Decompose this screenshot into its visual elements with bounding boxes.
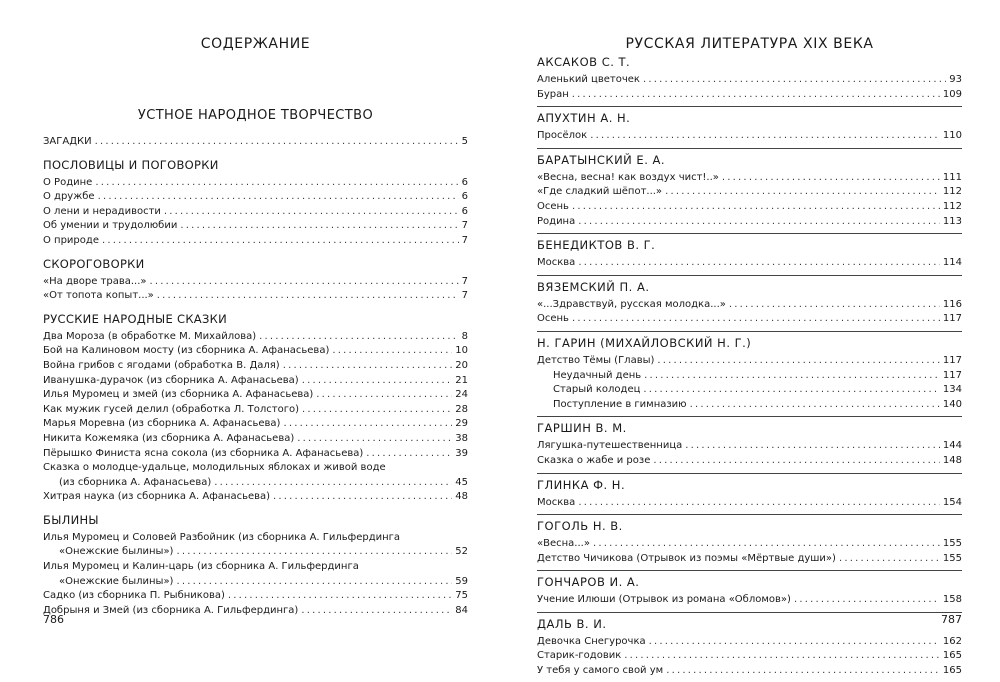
dot-leader: [643, 73, 946, 88]
entry-page-number: 7: [461, 275, 468, 287]
page-number: 786: [43, 613, 64, 626]
entry-title-continued: (из сборника А. Афанасьева): [59, 476, 212, 488]
toc-entry[interactable]: [537, 593, 962, 608]
entry-row: [537, 496, 962, 511]
toc-entry[interactable]: [537, 200, 962, 215]
dot-leader: [214, 476, 452, 491]
dot-leader: [95, 135, 459, 150]
entry-title: ЗАГАДКИ: [43, 136, 92, 147]
toc-entry[interactable]: [43, 531, 468, 560]
toc-entry[interactable]: [537, 439, 962, 454]
entry-page-number: 155: [942, 538, 962, 550]
toc-entry[interactable]: [537, 383, 962, 398]
toc-entry[interactable]: [43, 604, 468, 619]
entry-page-number: 117: [942, 369, 962, 381]
entry-title: О Родине: [43, 176, 93, 188]
toc-entry[interactable]: [537, 454, 962, 469]
entry-title-continued: «Онежские былины»): [59, 575, 174, 587]
entry-title: «На дворе трава...»: [43, 275, 147, 287]
entry-title: Поступление в гимназию: [553, 398, 687, 410]
entry-row: [537, 439, 962, 454]
entry-row: [43, 545, 468, 560]
entry-title: Аленький цветочек: [537, 74, 640, 85]
entry-row: [553, 398, 962, 413]
entry-title: Бой на Калиновом мосту (из сборника А. Афанасьева): [43, 345, 330, 357]
entry-row: [537, 171, 962, 186]
entry-title: Лягушка-путешественница: [537, 440, 683, 452]
entry-row: [537, 454, 962, 469]
entry-title: О дружбе: [43, 191, 95, 203]
entry-page-number: 21: [455, 374, 468, 386]
dot-leader: [157, 289, 459, 304]
toc-entry[interactable]: [537, 635, 962, 650]
dot-leader: [164, 205, 459, 220]
toc-entry[interactable]: [43, 289, 468, 304]
entry-page-number: 52: [455, 546, 468, 558]
entry-row: [537, 552, 962, 567]
entry-title: Сказка о жабе и розе: [537, 454, 651, 466]
entry-row: [43, 330, 468, 345]
dot-leader: [794, 593, 940, 608]
toc-entry[interactable]: [43, 417, 468, 432]
toc-group: [537, 416, 962, 468]
toc-group: [537, 473, 962, 511]
entry-row: [43, 190, 468, 205]
entry-row: [43, 344, 468, 359]
entry-page-number: 110: [942, 130, 962, 142]
entry-page-number: 155: [942, 552, 962, 564]
entry-row: [43, 135, 468, 150]
dot-leader: [578, 256, 940, 271]
toc-entry[interactable]: [43, 275, 468, 290]
dot-leader: [297, 432, 452, 447]
dot-leader: [572, 312, 940, 327]
entry-page-number: 38: [455, 432, 468, 444]
entry-page-number: 116: [942, 298, 962, 310]
section-title: УСТНОЕ НАРОДНОЕ ТВОРЧЕСТВО: [137, 108, 374, 123]
dot-leader: [302, 374, 453, 389]
group-title: СКОРОГОВОРКИ: [43, 256, 145, 271]
toc-entry[interactable]: [537, 256, 962, 271]
toc-entry[interactable]: [43, 330, 468, 345]
right-page: [537, 0, 962, 677]
dot-leader: [180, 219, 458, 234]
toc-entry[interactable]: [537, 73, 962, 88]
entry-page-number: 117: [942, 354, 962, 366]
entry-page-number: 7: [461, 220, 468, 232]
toc-entry[interactable]: [537, 129, 962, 144]
toc-group: [537, 106, 962, 144]
toc-entry[interactable]: [43, 344, 468, 359]
entry-row: [537, 635, 962, 650]
entry-title: Хитрая наука (из сборника А. Афанасьева): [43, 491, 271, 503]
dot-leader: [98, 190, 459, 205]
entry-row: [43, 359, 468, 374]
entry-row: [537, 664, 962, 679]
toc-group: [537, 514, 962, 566]
entry-row: [43, 275, 468, 290]
entry-page-number: 144: [942, 440, 962, 452]
group-title: АКСАКОВ С. Т.: [537, 55, 631, 69]
entry-page-number: 7: [461, 234, 468, 246]
entry-row: [43, 219, 468, 234]
entry-page-number: 7: [461, 290, 468, 302]
toc-group: [537, 612, 962, 679]
entry-row: [537, 649, 962, 664]
entry-page-number: 5: [461, 136, 468, 147]
toc-entry[interactable]: [537, 649, 962, 664]
entry-row: [43, 432, 468, 447]
dot-leader: [572, 200, 940, 215]
dot-leader: [653, 454, 940, 469]
dot-leader: [102, 234, 459, 249]
entry-page-number: 148: [942, 454, 962, 466]
entry-title: Война грибов с ягодами (обработка В. Даля): [43, 359, 280, 371]
dot-leader: [666, 664, 940, 679]
entry-title: Садко (из сборника П. Рыбникова): [43, 590, 225, 602]
dot-leader: [176, 575, 452, 590]
entry-page-number: 48: [455, 491, 468, 503]
toc-entry[interactable]: [537, 537, 962, 552]
toc-entry[interactable]: [537, 354, 962, 369]
group-title: БЫЛИНЫ: [43, 512, 99, 527]
toc-list: [537, 55, 962, 682]
toc-entry[interactable]: [537, 369, 962, 384]
group-title: ГЛИНКА Ф. Н.: [537, 473, 962, 493]
entry-page-number: 165: [942, 665, 962, 677]
entry-title: Илья Муромец и Калин-царь (из сборника А. Гильфердинга: [43, 561, 359, 573]
dot-leader: [643, 383, 940, 398]
toc-entry[interactable]: [43, 560, 468, 589]
toc-group: [537, 233, 962, 271]
entry-title: О лени и нерадивости: [43, 205, 161, 217]
entry-page-number: 162: [942, 635, 962, 647]
entry-title: Два Мороза (в обработке М. Михайлова): [43, 330, 257, 342]
dot-leader: [150, 275, 459, 290]
toc-group: [537, 331, 962, 412]
group-title: БЕНЕДИКТОВ В. Г.: [537, 233, 962, 253]
dot-leader: [572, 88, 940, 103]
entry-title: Детство Тёмы (Главы): [537, 354, 655, 366]
entry-title: Родина: [537, 215, 576, 227]
entry-row: [43, 575, 468, 590]
toc-entry[interactable]: [537, 496, 962, 511]
entry-page-number: 93: [949, 74, 962, 85]
group-title: Н. ГАРИН (МИХАЙЛОВСКИЙ Н. Г.): [537, 331, 962, 351]
toc-entry[interactable]: [537, 185, 962, 200]
toc-group: [43, 135, 468, 150]
dot-leader: [690, 398, 940, 413]
toc-entry[interactable]: [43, 359, 468, 374]
entry-row: [43, 604, 468, 619]
entry-row: [537, 215, 962, 230]
entry-title: «...Здравствуй, русская молодка...»: [537, 298, 726, 310]
dot-leader: [95, 176, 458, 191]
group-title: ГОГОЛЬ Н. В.: [537, 514, 962, 534]
entry-row: [537, 129, 962, 144]
entry-row: [43, 447, 468, 462]
entry-title: У тебя у самого свой ум: [537, 665, 664, 677]
entry-page-number: 75: [455, 590, 468, 602]
toc-entry[interactable]: [43, 219, 468, 234]
entry-page-number: 158: [942, 594, 962, 606]
toc-entry[interactable]: [43, 432, 468, 447]
page-number: 787: [941, 613, 962, 626]
dot-leader: [273, 490, 452, 505]
entry-page-number: 24: [455, 389, 468, 401]
toc-entry[interactable]: [43, 388, 468, 403]
entry-row: [537, 298, 962, 313]
group-title: ГОНЧАРОВ И. А.: [537, 570, 962, 590]
group-title: РУССКИЕ НАРОДНЫЕ СКАЗКИ: [43, 311, 227, 326]
dot-leader: [578, 496, 940, 511]
dot-leader: [685, 439, 940, 454]
entry-row: [537, 200, 962, 215]
toc-list: [43, 135, 468, 625]
entry-page-number: 112: [942, 186, 962, 198]
entry-title: Пёрышко Финиста ясна сокола (из сборника А. Афанасьева): [43, 447, 364, 459]
toc-entry[interactable]: [43, 461, 468, 490]
dot-leader: [722, 171, 940, 186]
entry-title: Никита Кожемяка (из сборника А. Афанасьева): [43, 432, 295, 444]
dot-leader: [839, 552, 940, 567]
entry-page-number: 6: [461, 176, 468, 188]
toc-entry[interactable]: [537, 88, 962, 103]
group-title: АПУХТИН А. Н.: [537, 106, 962, 126]
toc-group: [537, 570, 962, 608]
entry-row: [537, 88, 962, 103]
entry-row: [537, 185, 962, 200]
dot-leader: [301, 604, 452, 619]
group-title: ДАЛЬ В. И.: [537, 612, 962, 632]
entry-title: Илья Муромец и змей (из сборника А. Афанасьева): [43, 389, 314, 401]
entry-row: [43, 234, 468, 249]
entry-title: Илья Муромец и Соловей Разбойник (из сборника А. Гильфердинга: [43, 531, 401, 543]
entry-row: [43, 176, 468, 191]
toc-entry[interactable]: [537, 398, 962, 413]
toc-entry[interactable]: [537, 298, 962, 313]
entry-row: [43, 374, 468, 389]
toc-entry[interactable]: [43, 205, 468, 220]
toc-group: [537, 275, 962, 327]
entry-row: [553, 369, 962, 384]
toc-entry[interactable]: [537, 312, 962, 327]
toc-entry[interactable]: [43, 176, 468, 191]
entry-title: Марья Моревна (из сборника А. Афанасьева): [43, 418, 281, 430]
group-title: БАРАТЫНСКИЙ Е. А.: [537, 148, 962, 168]
entry-title: «Где сладкий шёпот...»: [537, 186, 663, 198]
entry-row: [43, 388, 468, 403]
entry-page-number: 29: [455, 418, 468, 430]
dot-leader: [590, 129, 940, 144]
entry-title: Сказка о молодце-удальце, молодильных яблоках и живой воде: [43, 462, 386, 474]
dot-leader: [593, 537, 940, 552]
toc-entry[interactable]: [537, 215, 962, 230]
entry-row: [537, 256, 962, 271]
dot-leader: [649, 635, 940, 650]
entry-row: [43, 289, 468, 304]
entry-title: «От топота копыт...»: [43, 290, 154, 302]
toc-entry[interactable]: [537, 552, 962, 567]
entry-row: [537, 593, 962, 608]
dot-leader: [366, 447, 452, 462]
entry-title: Старик-годовик: [537, 650, 622, 662]
entry-page-number: 39: [455, 447, 468, 459]
dot-leader: [624, 649, 940, 664]
toc-entry[interactable]: [43, 374, 468, 389]
entry-page-number: 84: [455, 604, 468, 616]
entry-title: Добрыня и Змей (из сборника А. Гильфердинга): [43, 604, 299, 616]
entry-row: [537, 354, 962, 369]
entry-row: [43, 476, 468, 491]
entry-page-number: 20: [455, 359, 468, 371]
entry-title: Учение Илюши (Отрывок из романа «Обломов»): [537, 594, 791, 606]
entry-row: [537, 73, 962, 88]
entry-title: Осень: [537, 313, 569, 325]
entry-page-number: 154: [942, 496, 962, 508]
dot-leader: [644, 369, 940, 384]
entry-page-number: 112: [942, 200, 962, 212]
entry-title: Девочка Снегурочка: [537, 635, 646, 647]
dot-leader: [259, 330, 458, 345]
entry-title: Москва: [537, 496, 576, 508]
entry-title: Буран: [537, 88, 569, 100]
entry-row: [537, 312, 962, 327]
entry-title: «Весна, весна! как воздух чист!..»: [537, 171, 719, 183]
entry-row: [43, 589, 468, 604]
toc-entry[interactable]: [43, 403, 468, 418]
entry-page-number: 59: [455, 575, 468, 587]
toc-entry[interactable]: [537, 171, 962, 186]
entry-page-number: 10: [455, 345, 468, 357]
entry-page-number: 6: [461, 205, 468, 217]
entry-page-number: 117: [942, 313, 962, 325]
page-title: РУССКАЯ ЛИТЕРАТУРА XIX ВЕКА: [625, 36, 874, 52]
dot-leader: [283, 359, 453, 374]
entry-page-number: 140: [942, 398, 962, 410]
entry-page-number: 8: [461, 330, 468, 342]
toc-group: [43, 256, 468, 304]
entry-page-number: 165: [942, 650, 962, 662]
entry-title: Просёлок: [537, 130, 588, 142]
entry-row: [43, 490, 468, 505]
entry-row: [43, 417, 468, 432]
toc-entry[interactable]: [43, 447, 468, 462]
entry-page-number: 134: [942, 384, 962, 396]
entry-page-number: 113: [942, 215, 962, 227]
entry-page-number: 109: [942, 88, 962, 100]
entry-row: [43, 205, 468, 220]
dot-leader: [657, 354, 940, 369]
toc-entry[interactable]: [43, 234, 468, 249]
dot-leader: [332, 344, 452, 359]
entry-row: [537, 537, 962, 552]
entry-page-number: 28: [455, 403, 468, 415]
entry-title: Осень: [537, 200, 569, 212]
entry-page-number: 111: [942, 171, 962, 183]
toc-entry[interactable]: [43, 490, 468, 505]
toc-entry[interactable]: [43, 190, 468, 205]
dot-leader: [302, 403, 452, 418]
entry-title: Москва: [537, 257, 576, 269]
entry-title: О природе: [43, 234, 99, 246]
entry-page-number: 114: [942, 257, 962, 269]
entry-page-number: 6: [461, 191, 468, 203]
dot-leader: [729, 298, 940, 313]
toc-entry[interactable]: [537, 664, 962, 679]
entry-row: [43, 403, 468, 418]
entry-title: Об умении и трудолюбии: [43, 220, 178, 232]
entry-title: «Весна...»: [537, 538, 590, 550]
dot-leader: [228, 589, 452, 604]
group-title: ГАРШИН В. М.: [537, 416, 962, 436]
entry-title: Как мужик гусей делил (обработка Л. Толстого): [43, 403, 299, 415]
entry-title: Старый колодец: [553, 384, 641, 396]
entry-page-number: 45: [455, 476, 468, 488]
group-title: ВЯЗЕМСКИЙ П. А.: [537, 275, 962, 295]
dot-leader: [578, 215, 940, 230]
toc-group: [43, 157, 468, 249]
dot-leader: [283, 417, 452, 432]
toc-group: [43, 311, 468, 505]
dot-leader: [316, 388, 452, 403]
entry-title-continued: «Онежские былины»): [59, 546, 174, 558]
toc-group: [537, 148, 962, 229]
entry-title: Иванушка-дурачок (из сборника А. Афанасьева): [43, 374, 299, 386]
entry-row: [553, 383, 962, 398]
page-title: СОДЕРЖАНИЕ: [200, 36, 311, 52]
toc-group: [537, 55, 962, 102]
entry-title: Детство Чичикова (Отрывок из поэмы «Мёртвые души»): [537, 552, 836, 564]
group-title: ПОСЛОВИЦЫ И ПОГОВОРКИ: [43, 157, 219, 172]
dot-leader: [665, 185, 940, 200]
toc-entry[interactable]: [43, 589, 468, 604]
entry-title: Неудачный день: [553, 369, 642, 381]
dot-leader: [176, 545, 452, 560]
toc-group: [43, 512, 468, 619]
left-page: [43, 0, 468, 656]
toc-entry[interactable]: [43, 135, 468, 150]
